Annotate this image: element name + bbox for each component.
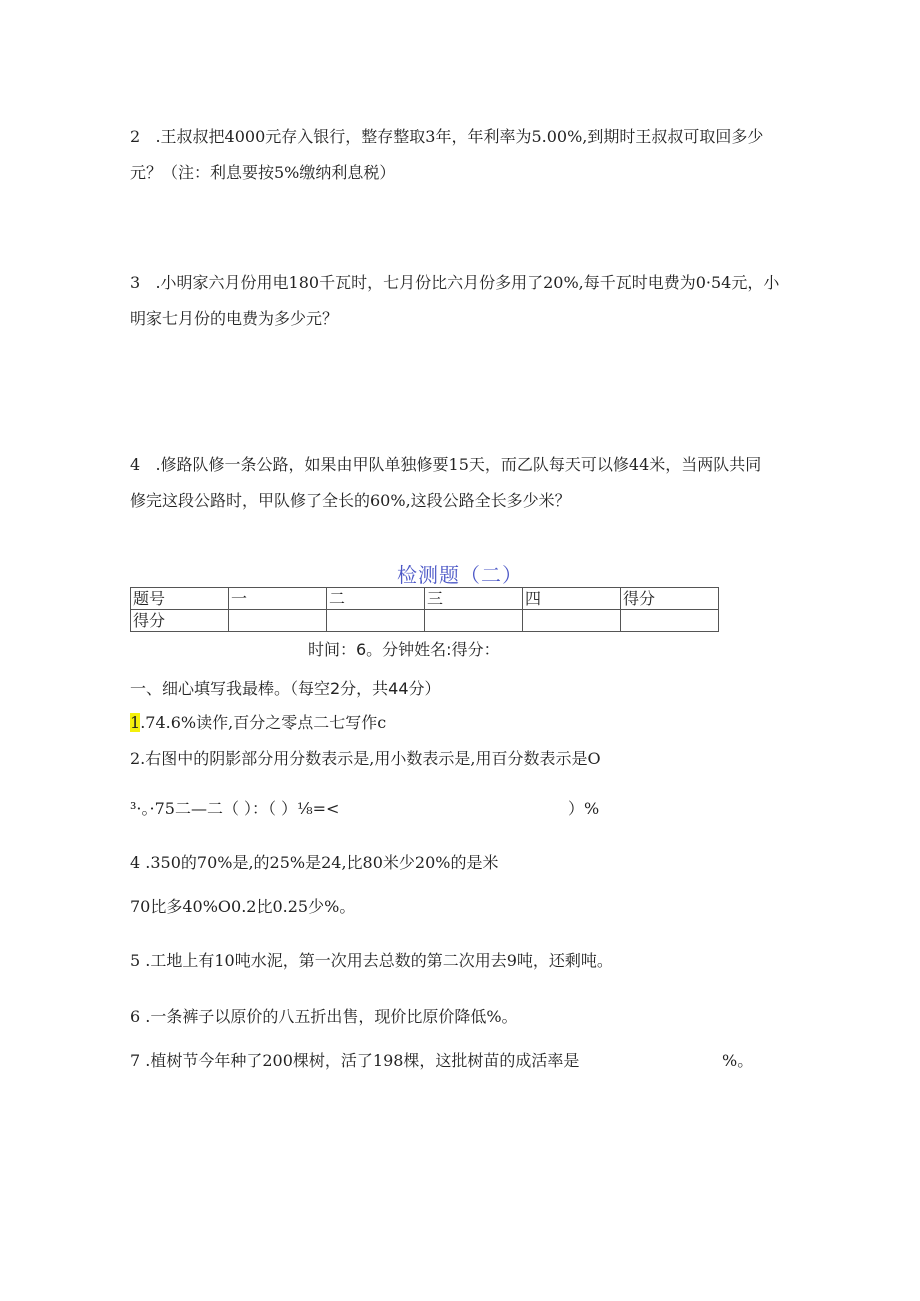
score-table-header-row xyxy=(131,588,719,610)
score-cell: 题号 xyxy=(131,588,229,610)
score-cell: 得分 xyxy=(131,610,229,632)
score-cell: 一 xyxy=(229,588,327,610)
test-title: 检测题（二） xyxy=(397,563,523,587)
question-4-line1: 4 .350的70%是,的25%是24,比80米少20%的是米 xyxy=(130,853,499,872)
test-meta: 时间：6。分钟姓名:得分： xyxy=(308,640,500,659)
problem-text: .修路队修一条公路，如果由甲队单独修要15天，而乙队每天可以修44米，当两队共同 xyxy=(155,455,762,474)
problem-number: 2 xyxy=(130,127,141,146)
question-7-right: %。 xyxy=(722,1051,754,1070)
question-number-highlight: 1 xyxy=(130,713,141,732)
problem-number: 4 xyxy=(130,455,141,474)
score-cell-empty xyxy=(621,610,719,632)
problem-3-line1 xyxy=(130,273,779,293)
score-cell-empty xyxy=(229,610,327,632)
problem-number: 3 xyxy=(130,273,141,292)
score-cell: 三 xyxy=(425,588,523,610)
problem-text: .小明家六月份用电180千瓦时，七月份比六月份多用了20%,每千瓦时电费为0·54元，小 xyxy=(155,273,780,292)
score-cell: 四 xyxy=(523,588,621,610)
score-cell-empty xyxy=(523,610,621,632)
problem-2-line1 xyxy=(130,127,763,147)
problem-3-line2: 明家七月份的电费为多少元？ xyxy=(130,309,339,328)
question-4-line2: 70比多40%O0.2比0.25少%。 xyxy=(130,897,356,916)
problem-4-line1 xyxy=(130,455,761,475)
score-table xyxy=(130,587,719,632)
question-1 xyxy=(130,713,386,733)
question-text: .74.6%读作,百分之零点二七写作c xyxy=(140,713,387,732)
score-cell: 二 xyxy=(327,588,425,610)
score-cell-empty xyxy=(425,610,523,632)
question-7-left: 7 .植树节今年种了200棵树，活了198棵，这批树苗的成活率是 xyxy=(130,1051,580,1070)
problem-4-line2: 修完这段公路时，甲队修了全长的60%,这段公路全长多少米？ xyxy=(130,491,571,510)
problem-text: .王叔叔把4000元存入银行，整存整取3年，年利率为5.00%,到期时王叔叔可取回多少 xyxy=(155,127,764,146)
question-3-right: ）% xyxy=(568,799,600,818)
question-2: 2.右图中的阴影部分用分数表示是,用小数表示是,用百分数表示是O xyxy=(130,749,601,768)
score-cell: 得分 xyxy=(621,588,719,610)
score-table-score-row xyxy=(131,610,719,632)
question-6: 6 .一条裤子以原价的八五折出售，现价比原价降低%。 xyxy=(130,1007,518,1026)
question-3-left: ³·。·75二—二（ ）：（ ）⅛=< xyxy=(130,799,340,818)
score-cell-empty xyxy=(327,610,425,632)
section-heading: 一、细心填写我最棒。（每空2分，共44分） xyxy=(130,679,441,698)
problem-2-line2: 元？（注：利息要按5%缴纳利息税） xyxy=(130,163,396,182)
question-5: 5 .工地上有10吨水泥，第一次用去总数的第二次用去9吨，还剩吨。 xyxy=(130,951,613,970)
